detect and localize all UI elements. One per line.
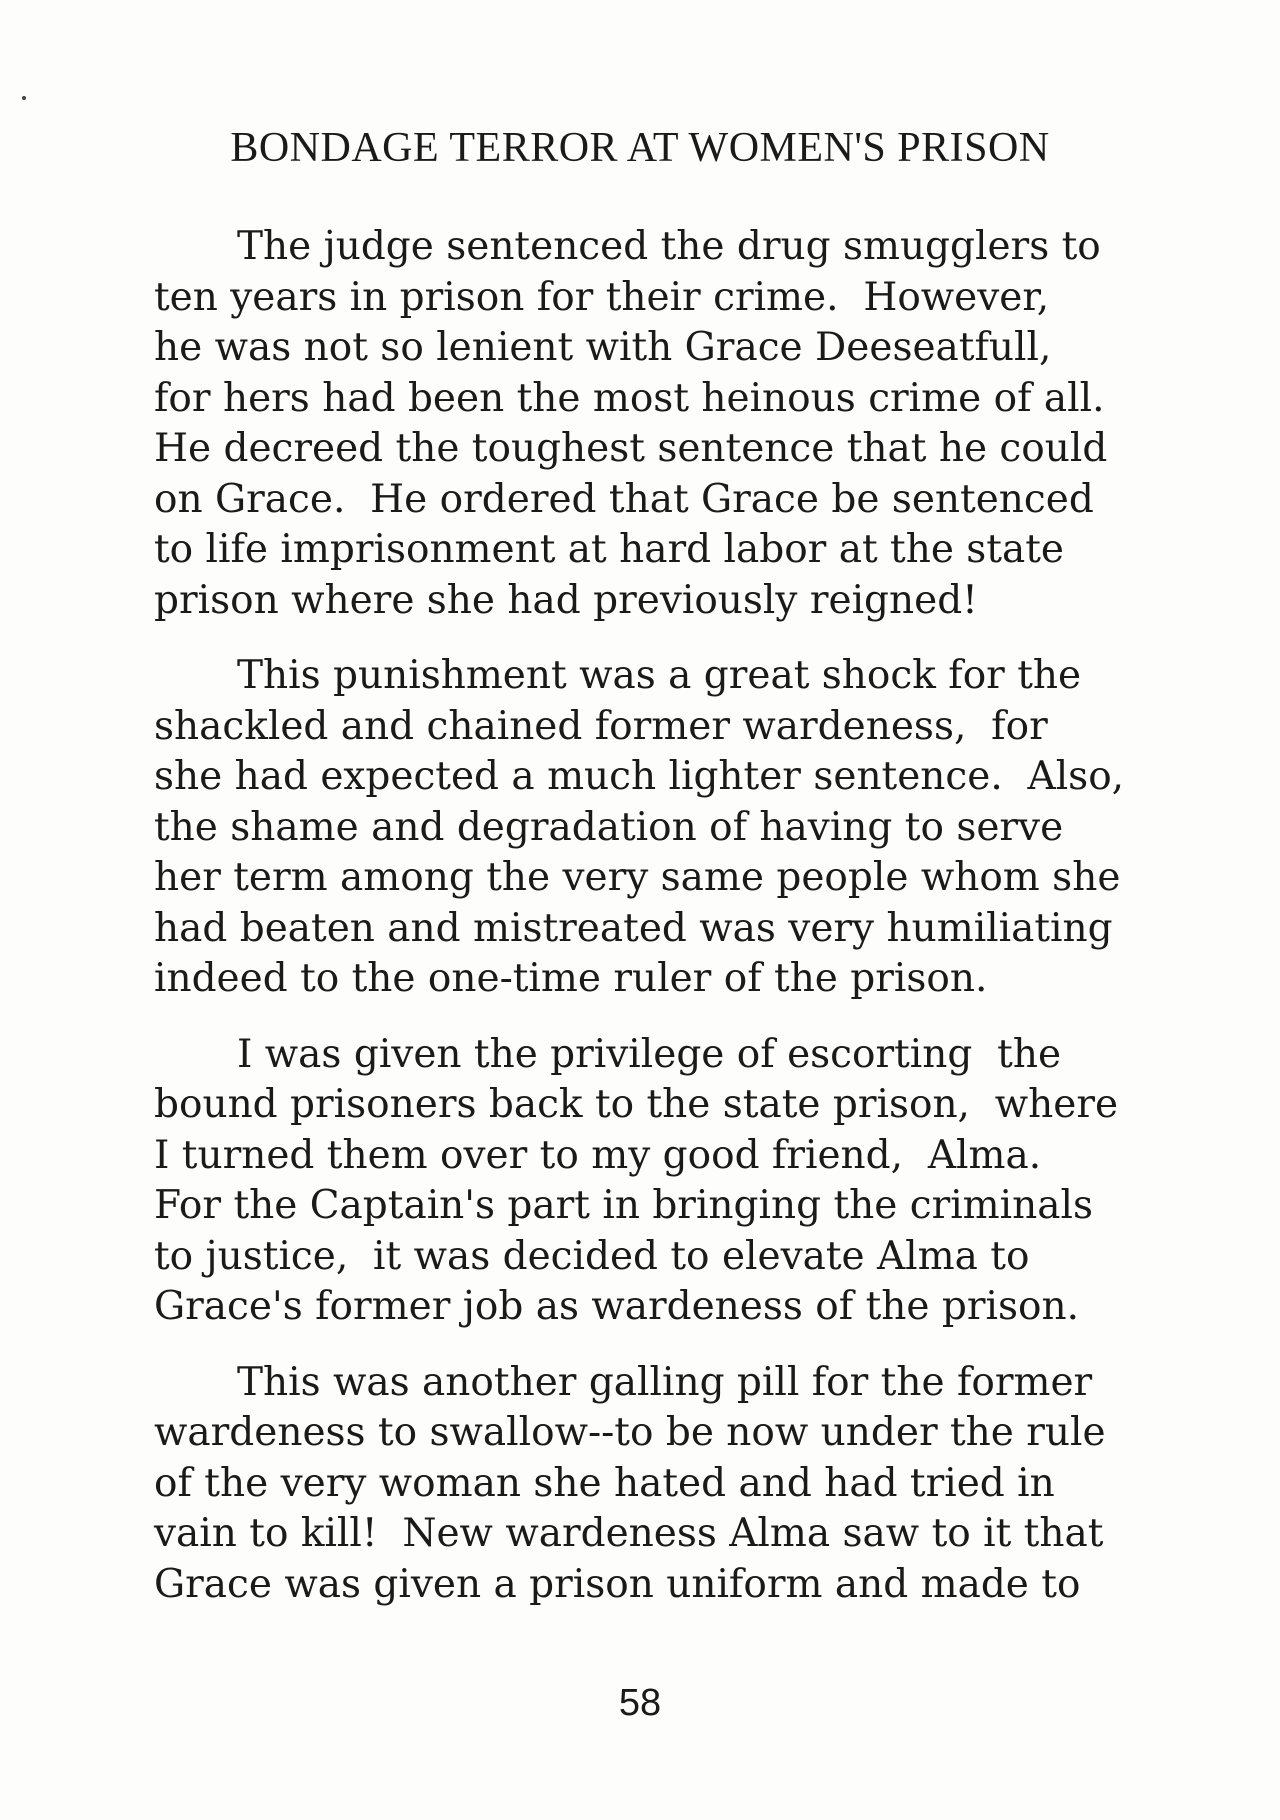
text-line: he was not so lenient with Grace Deeseatfull, — [154, 325, 1052, 370]
text-line: her term among the very same people whom she — [154, 855, 1121, 900]
text-line: had beaten and mistreated was very humiliating — [154, 905, 1113, 951]
text-line: vain to kill! New wardeness Alma saw to it that — [154, 1511, 1104, 1556]
scan-speck — [22, 96, 26, 100]
text-line: shackled and chained former wardeness, for — [154, 703, 1048, 749]
text-line: For the Captain's part in bringing the criminals — [154, 1183, 1093, 1228]
text-line: she had expected a much lighter sentence. Also, — [154, 754, 1125, 799]
text-line: This was another galling pill for the former — [237, 1359, 1093, 1405]
paragraph — [154, 1030, 1244, 1333]
page-number: 58 — [618, 1682, 662, 1724]
text-line: for hers had been the most heinous crime of all. — [154, 375, 1105, 421]
text-line: The judge sentenced the drug smugglers to — [237, 224, 1101, 269]
text-line: ten years in prison for their crime. However, — [154, 274, 1050, 320]
text-line: I was given the privilege of escorting the — [237, 1031, 1062, 1077]
paragraph — [154, 651, 1244, 1005]
body-text — [154, 222, 1244, 1635]
text-line: I turned them over to my good friend, Alma. — [154, 1132, 1042, 1178]
text-line: Grace was given a prison uniform and made to — [154, 1561, 1081, 1607]
paragraph — [154, 1358, 1244, 1611]
text-line: the shame and degradation of having to serve — [154, 804, 1064, 850]
text-line: wardeness to swallow--to be now under the rule — [154, 1410, 1106, 1455]
text-line: prison where she had previously reigned! — [154, 577, 978, 623]
paragraph — [154, 222, 1244, 626]
text-line: indeed to the one-time ruler of the prison. — [154, 956, 988, 1001]
text-line: This punishment was a great shock for the — [237, 653, 1082, 698]
running-head: BONDAGE TERROR AT WOMEN'S PRISON — [230, 125, 1050, 171]
text-line: Grace's former job as wardeness of the prison. — [154, 1284, 1079, 1329]
text-line: He decreed the toughest sentence that he could — [154, 426, 1108, 471]
text-line: on Grace. He ordered that Grace be sentenced — [154, 476, 1094, 522]
text-line: of the very woman she hated and had tried in — [154, 1460, 1055, 1506]
text-line: bound prisoners back to the state prison, where — [154, 1082, 1119, 1127]
text-line: to justice, it was decided to elevate Alma to — [154, 1233, 1030, 1279]
text-line: to life imprisonment at hard labor at the state — [154, 527, 1064, 572]
